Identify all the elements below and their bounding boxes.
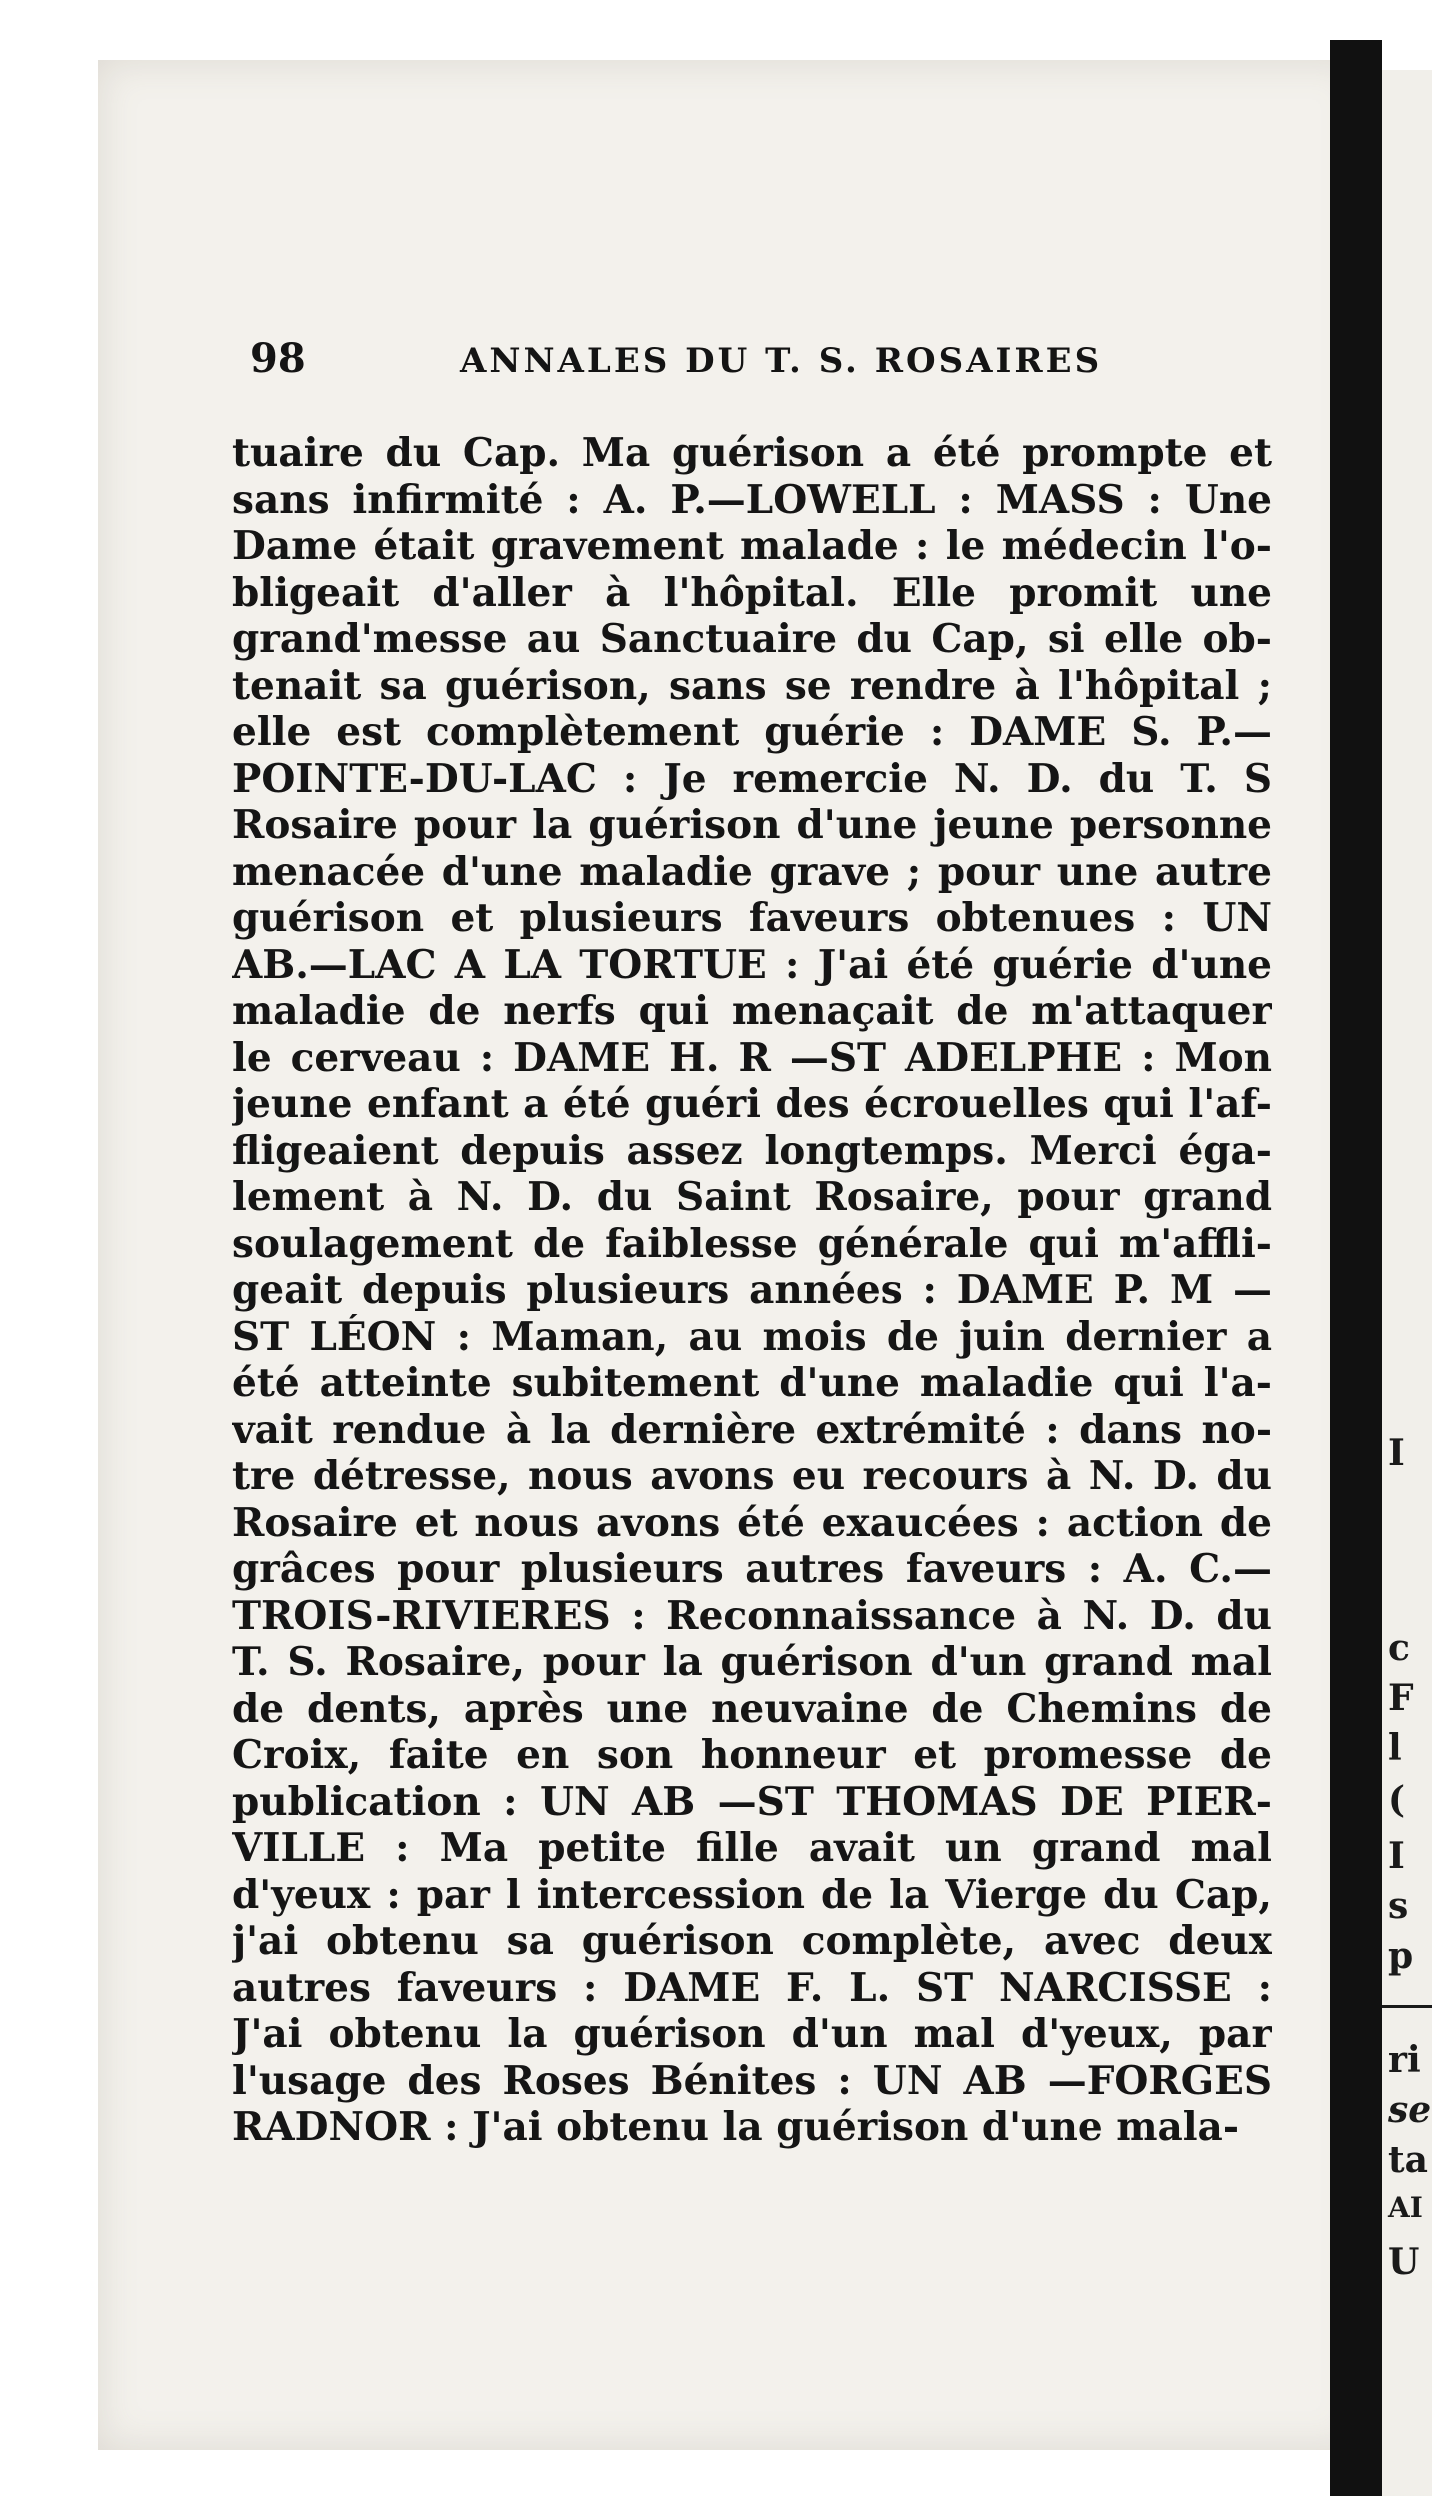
text-line: RADNOR : J'ai obtenu la guérison d'une mala-: [232, 2104, 1240, 2150]
facing-page-fragment: ta: [1388, 2139, 1428, 2181]
facing-page-edge: [1382, 70, 1432, 2496]
text-line: lement à N. D. du Saint Rosaire, pour grand: [232, 1174, 1272, 1220]
facing-page-fragment: (: [1388, 1779, 1406, 1821]
body-text: [232, 430, 1272, 2151]
running-head: ANNALES DU T. S. ROSAIRES: [460, 341, 1103, 381]
text-line: vait rendue à la dernière extrémité : dans no-: [232, 1406, 1272, 1453]
text-line: jeune enfant a été guéri des écrouelles qui l'af-: [232, 1081, 1272, 1127]
facing-page-fragment: I: [1388, 1432, 1405, 1474]
text-line: l'usage des Roses Bénites : UN AB —FORGES: [232, 2057, 1272, 2104]
text-line: geait depuis plusieurs années : DAME P. M —: [232, 1267, 1272, 1313]
text-line: été atteinte subitement d'une maladie qui l'a-: [232, 1360, 1272, 1406]
text-line: Dame était gravement malade : le médecin l'o-: [232, 523, 1272, 569]
text-line: T. S. Rosaire, pour la guérison d'un grand mal: [232, 1639, 1272, 1685]
facing-page-fragment: I: [1388, 1835, 1405, 1877]
text-line: le cerveau : DAME H. R —ST ADELPHE : Mon: [232, 1034, 1272, 1081]
text-line: bligeait d'aller à l'hôpital. Elle promit une: [232, 569, 1272, 616]
facing-page-fragment: l: [1388, 1727, 1402, 1769]
facing-page-fragment: s: [1388, 1885, 1409, 1927]
facing-page-fragment: ri: [1388, 2039, 1421, 2081]
text-line: J'ai obtenu la guérison d'un mal d'yeux, par: [232, 2011, 1272, 2057]
facing-page-fragment: F: [1388, 1677, 1414, 1719]
text-line: sans infirmité : A. P.—LOWELL : MASS : Une: [232, 476, 1272, 523]
text-line: POINTE-DU-LAC : Je remercie N. D. du T. S: [232, 755, 1272, 802]
page-header: [250, 335, 1260, 395]
text-line: tre détresse, nous avons eu recours à N. D. du: [232, 1453, 1272, 1499]
text-line: tuaire du Cap. Ma guérison a été prompte et: [232, 430, 1272, 476]
text-line: j'ai obtenu sa guérison complète, avec deux: [232, 1918, 1272, 1964]
text-line: soulagement de faiblesse générale qui m'affli-: [232, 1220, 1272, 1267]
book-gutter: [1330, 40, 1382, 2496]
text-line: Croix, faite en son honneur et promesse de: [232, 1732, 1272, 1778]
text-line: fligeaient depuis assez longtemps. Merci éga-: [232, 1127, 1272, 1174]
text-line: Rosaire et nous avons été exaucées : action de: [232, 1499, 1272, 1546]
text-line: Rosaire pour la guérison d'une jeune personne: [232, 802, 1272, 848]
facing-page-fragment: p: [1388, 1935, 1414, 1977]
text-line: guérison et plusieurs faveurs obtenues : UN: [232, 895, 1272, 941]
text-line: AB.—LAC A LA TORTUE : J'ai été guérie d'une: [232, 941, 1272, 988]
facing-page-fragment: AI: [1388, 2191, 1423, 2224]
facing-page-rule: [1382, 2005, 1432, 2008]
text-line: menacée d'une maladie grave ; pour une autre: [232, 848, 1272, 895]
text-line: publication : UN AB —ST THOMAS DE PIER-: [232, 1778, 1272, 1825]
scan-top-margin: [0, 0, 1432, 60]
text-line: elle est complètement guérie : DAME S. P.—: [232, 709, 1272, 755]
text-line: d'yeux : par l intercession de la Vierge du Cap,: [232, 1871, 1272, 1918]
text-line: TROIS-RIVIERES : Reconnaissance à N. D. du: [232, 1592, 1272, 1639]
text-line: ST LÉON : Maman, au mois de juin dernier a: [232, 1313, 1272, 1360]
facing-page-fragment: se: [1388, 2089, 1432, 2131]
page-number: 98: [250, 335, 306, 382]
text-line: de dents, après une neuvaine de Chemins de: [232, 1685, 1272, 1732]
text-line: autres faveurs : DAME F. L. ST NARCISSE :: [232, 1964, 1272, 2011]
text-line: VILLE : Ma petite fille avait un grand mal: [232, 1825, 1272, 1871]
text-line: tenait sa guérison, sans se rendre à l'hôpital ;: [232, 662, 1272, 709]
text-line: grâces pour plusieurs autres faveurs : A. C.—: [232, 1546, 1272, 1592]
text-line: grand'messe au Sanctuaire du Cap, si elle ob-: [232, 616, 1272, 662]
facing-page-fragment: U: [1388, 2241, 1420, 2283]
text-line: maladie de nerfs qui menaçait de m'attaquer: [232, 988, 1272, 1034]
facing-page-fragment: c: [1388, 1627, 1410, 1669]
